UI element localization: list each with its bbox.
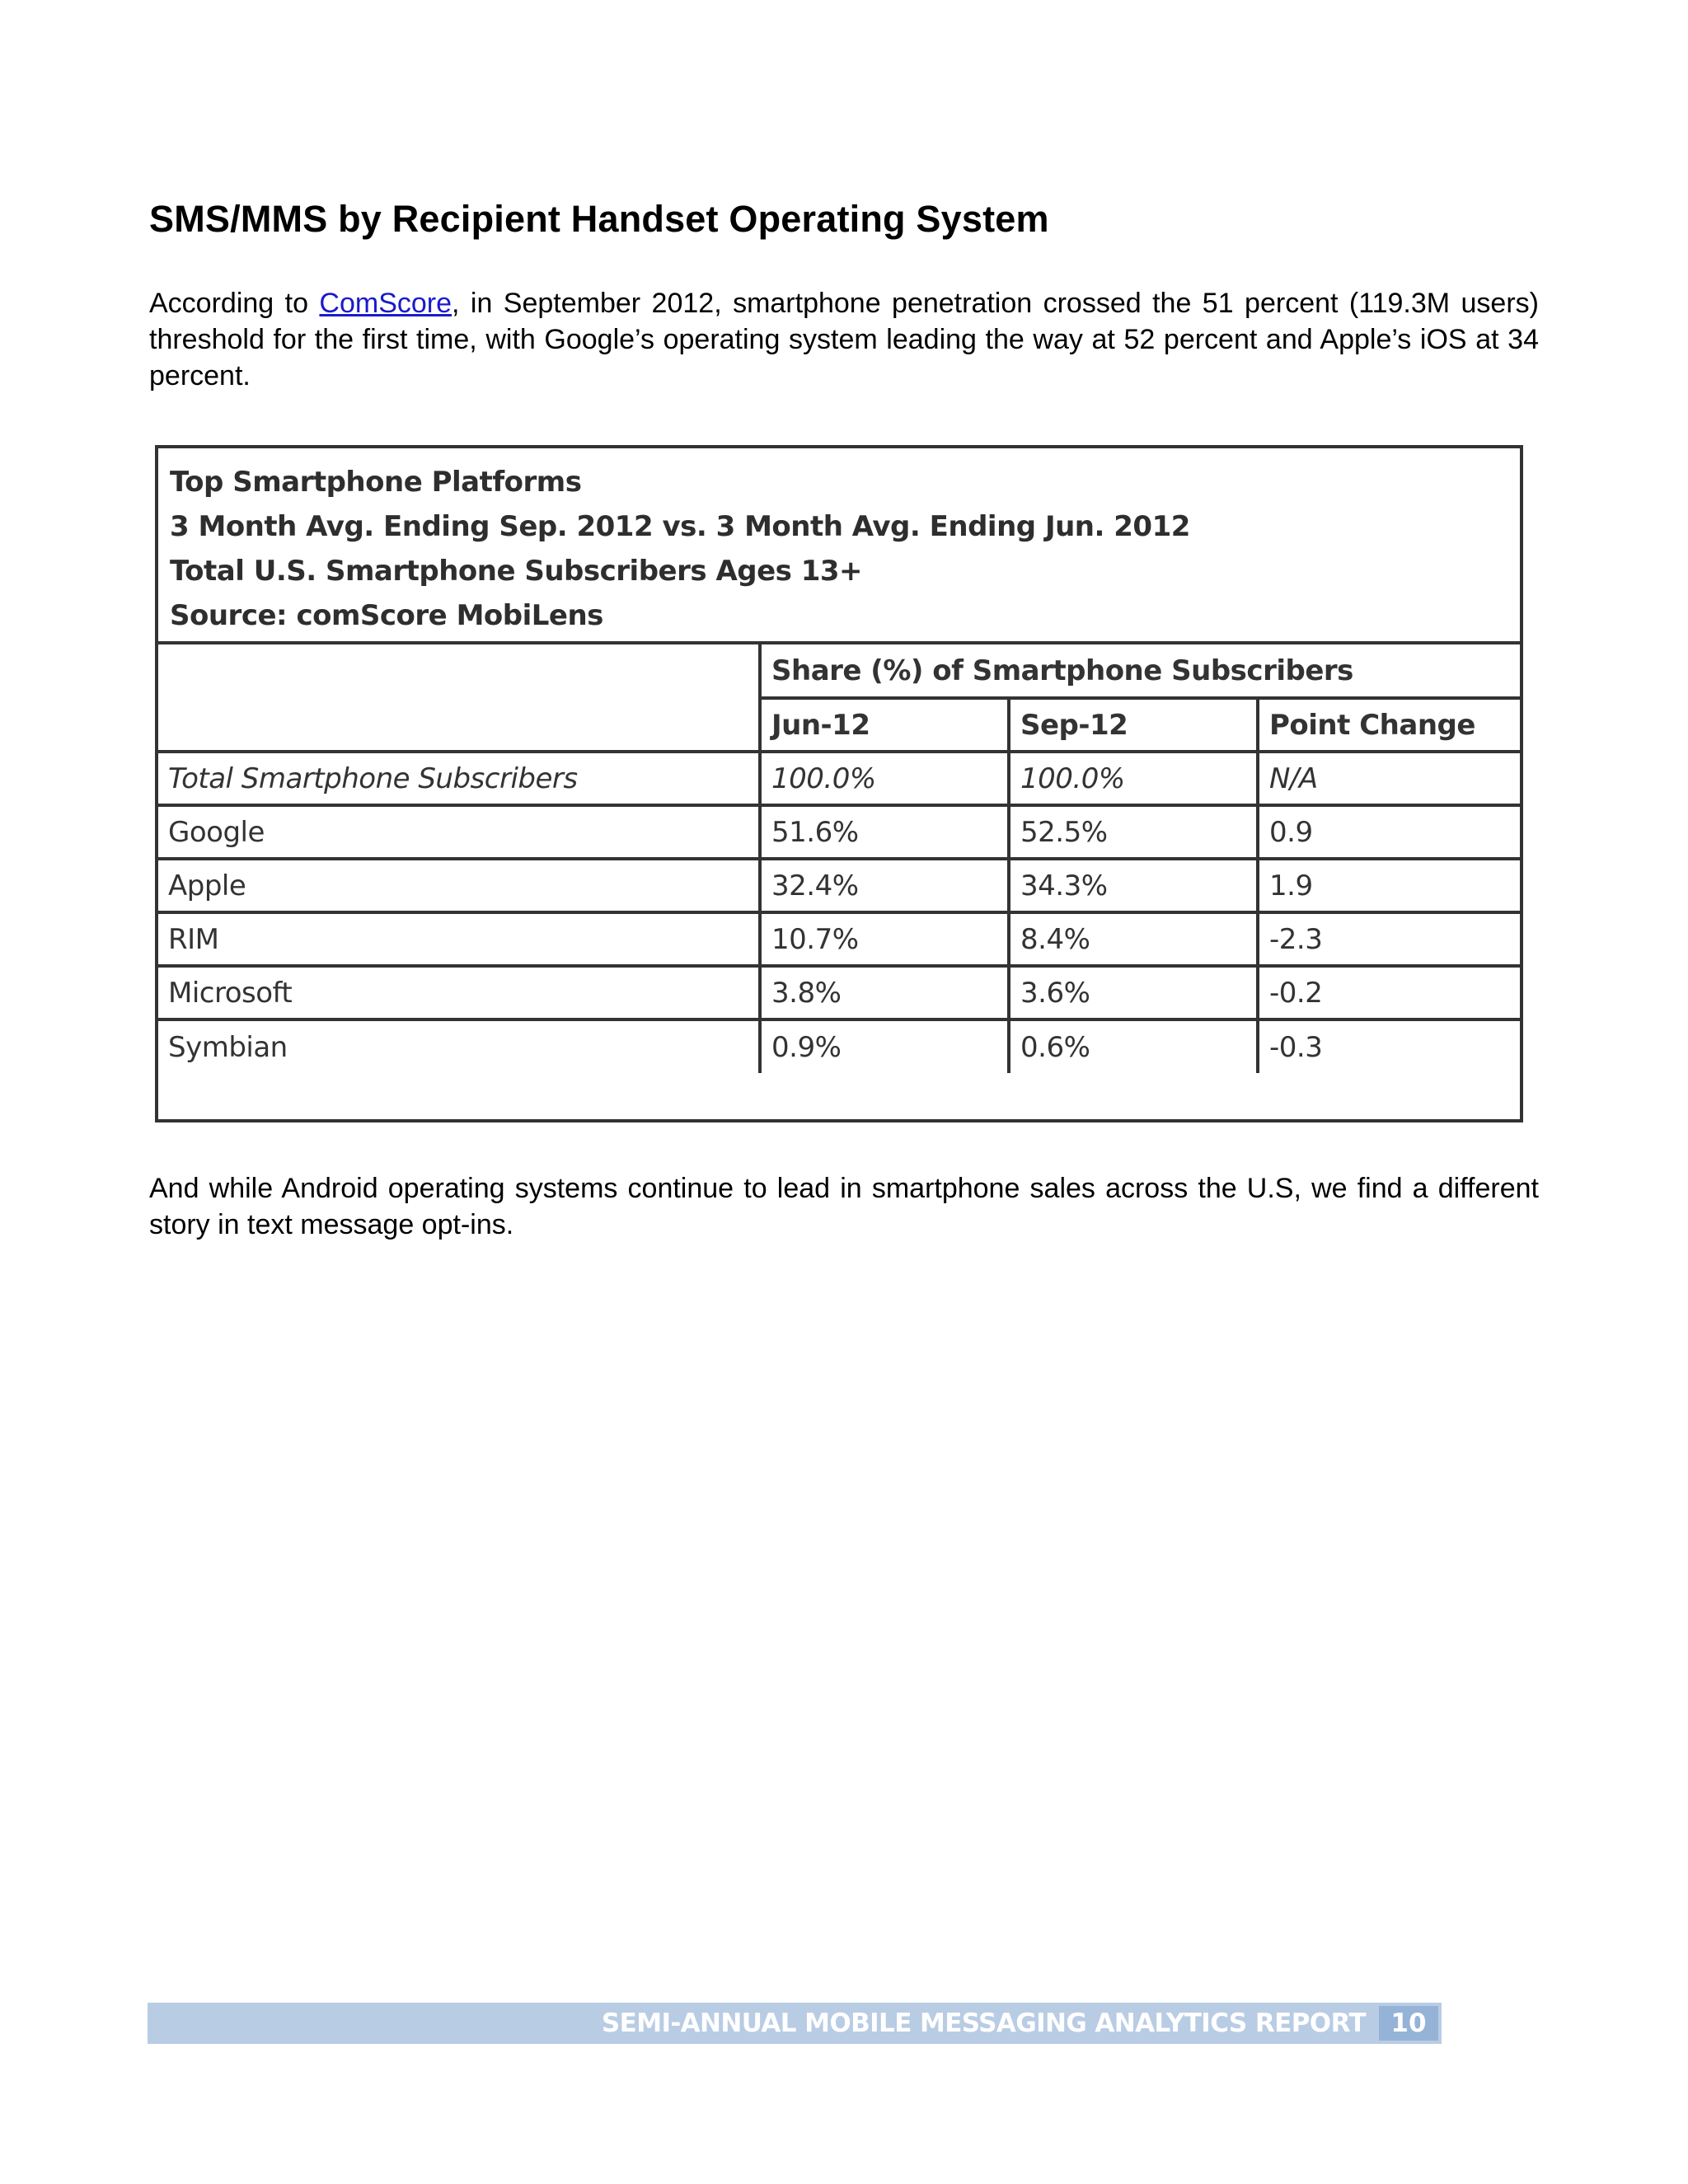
- jun-cell: 10.7%: [760, 912, 1009, 966]
- sep-cell: 100.0%: [1009, 752, 1258, 805]
- report-footer-bar: [148, 2003, 1442, 2044]
- table-title-line-2: 3 Month Avg. Ending Sep. 2012 vs. 3 Month Avg. Ending Jun. 2012: [170, 510, 1190, 543]
- table-row: [158, 859, 1520, 912]
- table-group-header-row: [158, 644, 1520, 698]
- table-title-line-1: Top Smartphone Platforms: [170, 466, 582, 499]
- table-empty-header-cell: [158, 644, 760, 752]
- jun-cell: 0.9%: [760, 1019, 1009, 1073]
- share-group-header: Share (%) of Smartphone Subscribers: [760, 644, 1520, 698]
- table-row: [158, 1019, 1520, 1073]
- table-row: [158, 966, 1520, 1019]
- jun-cell: 100.0%: [760, 752, 1009, 805]
- sep-cell: 34.3%: [1009, 859, 1258, 912]
- table-row: [158, 912, 1520, 966]
- intro-paragraph: [149, 285, 1539, 394]
- platform-cell: Microsoft: [158, 966, 760, 1019]
- column-header-jun: Jun-12: [760, 698, 1009, 752]
- comscore-link[interactable]: ComScore: [319, 288, 452, 319]
- report-footer-title: SEMI-ANNUAL MOBILE MESSAGING ANALYTICS REPORT: [601, 2008, 1366, 2038]
- change-cell: 0.9: [1258, 805, 1520, 859]
- change-cell: -0.2: [1258, 966, 1520, 1019]
- section-heading: SMS/MMS by Recipient Handset Operating System: [149, 198, 1049, 240]
- page-number: 10: [1379, 2006, 1438, 2041]
- smartphone-platforms-table-figure: [155, 445, 1523, 1122]
- platform-cell: Apple: [158, 859, 760, 912]
- column-header-sep: Sep-12: [1009, 698, 1258, 752]
- change-cell: 1.9: [1258, 859, 1520, 912]
- platform-cell: RIM: [158, 912, 760, 966]
- platform-cell: Total Smartphone Subscribers: [158, 752, 760, 805]
- intro-text-end: , in September 2012, smartphone penetration crossed the 51 percent (119.3M users) threshold for the first time, with Google’s operating system leading the way at 52 percent and Apple’s iOS at 34 percent.: [149, 288, 1539, 391]
- table-row: [158, 752, 1520, 805]
- jun-cell: 51.6%: [760, 805, 1009, 859]
- sep-cell: 3.6%: [1009, 966, 1258, 1019]
- sep-cell: 8.4%: [1009, 912, 1258, 966]
- sep-cell: 52.5%: [1009, 805, 1258, 859]
- intro-text-start: According to: [149, 288, 320, 319]
- platform-cell: Symbian: [158, 1019, 760, 1073]
- platform-cell: Google: [158, 805, 760, 859]
- change-cell: N/A: [1258, 752, 1520, 805]
- change-cell: -2.3: [1258, 912, 1520, 966]
- jun-cell: 3.8%: [760, 966, 1009, 1019]
- jun-cell: 32.4%: [760, 859, 1009, 912]
- change-cell: -0.3: [1258, 1019, 1520, 1073]
- table-title-line-4: Source: comScore MobiLens: [170, 599, 603, 632]
- column-header-change: Point Change: [1258, 698, 1520, 752]
- followup-paragraph: And while Android operating systems continue to lead in smartphone sales across the U.S, we find a different story in text message opt-ins.: [149, 1173, 1539, 1240]
- sep-cell: 0.6%: [1009, 1019, 1258, 1073]
- table-title-block: [158, 448, 1520, 644]
- table-title-line-3: Total U.S. Smartphone Subscribers Ages 13+: [170, 555, 863, 588]
- table-row: [158, 805, 1520, 859]
- platform-share-table: [158, 644, 1520, 1073]
